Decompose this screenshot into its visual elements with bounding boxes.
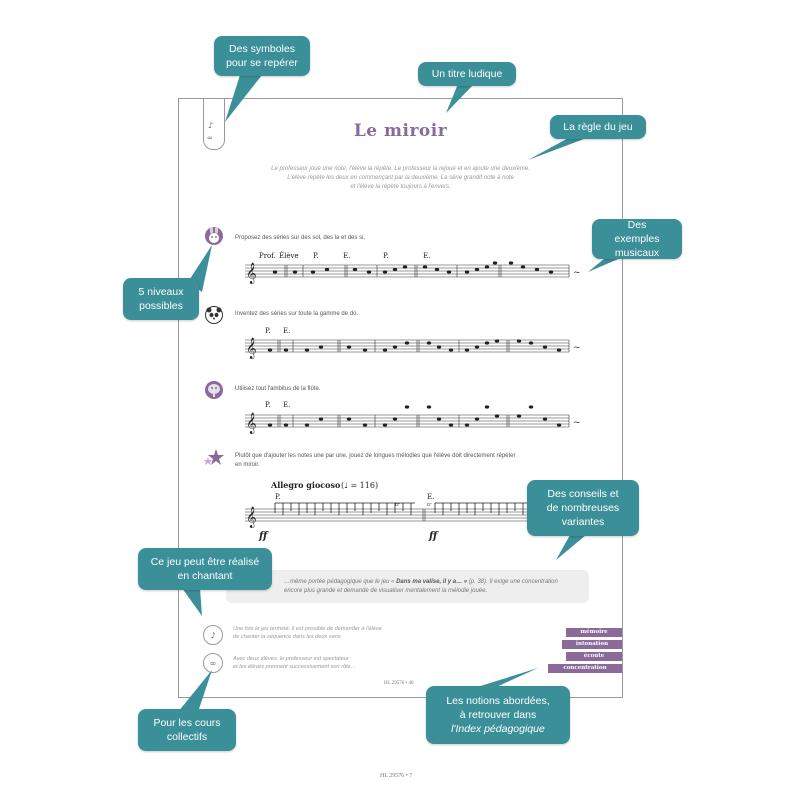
callout-chantant: [138, 548, 272, 590]
tag-concentration: concentration: [548, 664, 622, 673]
callout-collectifs: [138, 709, 236, 751]
callout-exemples: [592, 219, 682, 259]
pointer-conseils: [556, 535, 586, 560]
label-p: P.: [383, 252, 389, 260]
callout-text: Ce jeu peut être réalisé en chantant: [150, 555, 260, 582]
repeat-tilde: ~: [573, 418, 581, 428]
tip-text: (p. 38). Il exige une concentration: [467, 579, 558, 585]
callout-text: Les notions abordées, à retrouver dans: [446, 694, 550, 721]
callout-text: Un titre ludique: [431, 67, 503, 80]
label-p: P.: [265, 327, 271, 335]
level-4-line: Plutôt que d'ajouter les notes une par une, jouez de longues mélodies que l'élève doit directement répéter: [235, 453, 516, 459]
label-e: E.: [427, 493, 435, 501]
tip-game-name: Dans ma valise, il y a… »: [396, 579, 468, 585]
trill-mark: tr: [427, 502, 432, 508]
treble-clef: 𝄞: [246, 507, 257, 528]
page-number: HL 29576 • 40: [384, 681, 414, 686]
rule-line: et l'élève la répète toujours à l'envers.: [350, 184, 451, 190]
callout-conseils: [527, 480, 639, 536]
label-e: E.: [423, 252, 431, 260]
callout-notions: [426, 686, 570, 744]
repeat-tilde: ~: [573, 268, 581, 278]
label-prof: Prof.: [259, 252, 276, 260]
label-p: P.: [313, 252, 319, 260]
label-e: E.: [283, 327, 291, 335]
note-line: de chanter la séquence dans les deux sens.: [233, 634, 343, 641]
trill-mark: tr: [395, 502, 400, 508]
pointer-titre: [446, 84, 474, 113]
note-line: Avec deux élèves, le professeur est spectateur: [233, 656, 349, 662]
level-1-instruction: Proposez des séries sur des sol, des la et des si.: [235, 235, 366, 241]
treble-clef: 𝄞: [246, 263, 257, 284]
tag-memoire: mémoire: [566, 628, 622, 637]
tag-ecoute: écoute: [566, 652, 622, 661]
dynamic-ff: ff: [259, 531, 268, 542]
pointer-symboles: [225, 75, 262, 122]
repeat-tilde: ~: [573, 343, 581, 353]
callout-niveaux: [123, 278, 199, 320]
rule-line: L'élève répète les deux en commençant par la deuxième. La série grandit note à note: [287, 175, 514, 181]
label-p: P.: [275, 493, 281, 501]
bottom-page-reference: HL 29576 • 7: [380, 773, 413, 779]
sing-icon: ♪: [203, 625, 223, 645]
label-e: E.: [283, 401, 291, 409]
note-line: Une fois le jeu terminé, il est possible de demander à l'élève: [233, 626, 382, 632]
page-title: Le miroir: [353, 121, 448, 141]
group-icon: ∞: [203, 653, 223, 673]
dynamic-ff: ff: [429, 531, 438, 542]
callout-text: Des symboles pour se repérer: [226, 42, 298, 69]
tag-intonation: intonation: [562, 640, 622, 649]
note-line: et les élèves prennent successivement son rôle…: [233, 664, 357, 671]
sing-icon: ♪: [208, 121, 214, 130]
callout-text: 5 niveaux possibles: [138, 285, 184, 312]
pointer-collectifs: [178, 670, 212, 712]
callout-text: Des conseils et de nombreuses variantes: [546, 487, 620, 529]
label-e: E.: [343, 252, 351, 260]
tempo-marking: Allegro giocoso: [271, 480, 341, 490]
treble-clef: 𝄞: [246, 338, 257, 359]
callout-text-italic: l'Index pédagogique: [451, 723, 545, 736]
tip-text: …même portée pédagogique que le jeu «: [284, 579, 397, 585]
pointer-notions: [474, 668, 538, 688]
level-2-instruction: Inventez des séries sur toute la gamme de do.: [235, 311, 359, 317]
group-icon: ∞: [207, 134, 213, 142]
pointer-chantant: [182, 588, 202, 616]
callout-regle: [550, 115, 646, 139]
callout-text: La règle du jeu: [563, 120, 633, 133]
label-p: P.: [265, 401, 271, 409]
pointer-regle: [528, 136, 592, 160]
callout-symboles: [214, 36, 310, 76]
label-eleve: Élève: [279, 252, 299, 260]
tip-text: encore plus grande et demande de visualiser mentalement la mélodie jouée.: [284, 588, 488, 594]
callout-text: Pour les cours collectifs: [153, 716, 221, 743]
rule-line: Le professeur joue une note, l'élève la répète. Le professeur la rejoue et en ajoute une deuxième.: [271, 166, 530, 172]
callout-text: Des exemples musicaux: [614, 218, 660, 260]
tempo-value: (♩ = 116): [341, 481, 379, 490]
level-3-instruction: Utilisez tout l'ambitus de la flûte.: [235, 386, 321, 392]
callout-titre: [418, 62, 516, 86]
level-4-line: en miroir.: [235, 462, 260, 468]
treble-clef: 𝄞: [246, 413, 257, 434]
